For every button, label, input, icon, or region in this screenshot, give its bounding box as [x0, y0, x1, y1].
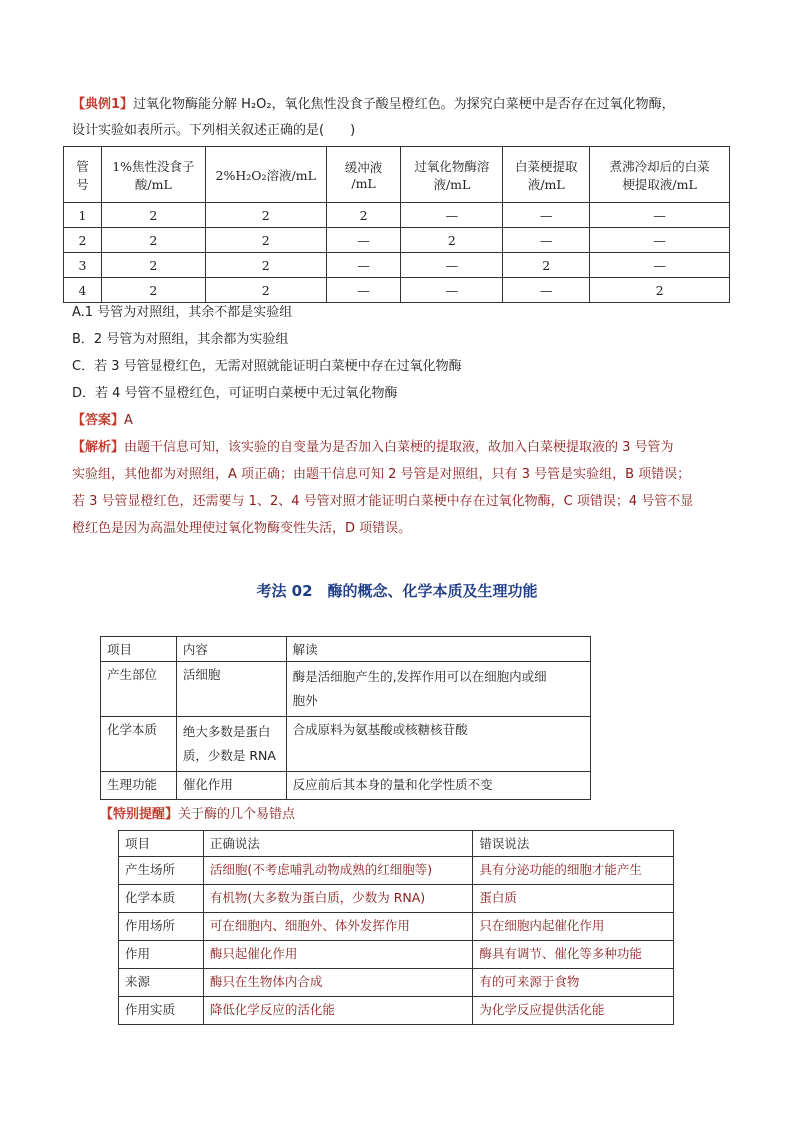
tip-line	[100, 802, 295, 828]
cell: 产生部位	[101, 662, 177, 717]
example-line-2: 设计实验如表所示。下列相关叙述正确的是( )	[72, 123, 356, 138]
enzyme-concept-table	[100, 636, 591, 800]
header-cell: 2%H₂O₂溶液/mL	[205, 147, 326, 203]
cell: 蛋白质	[473, 885, 674, 913]
cell: 2	[101, 278, 205, 303]
option-d: D．若 4 号管不显橙红色，可证明白菜梗中无过氧化物酶	[72, 386, 398, 401]
analysis-tag: 【解析】	[72, 440, 125, 455]
header-cell: 煮沸冷却后的白菜 梗提取液/mL	[590, 147, 730, 203]
enzyme-mistakes-table	[118, 830, 674, 1025]
header-cell: 内容	[176, 637, 286, 662]
option-b: B．2 号管为对照组，其余都为实验组	[72, 332, 289, 347]
table-row	[64, 228, 730, 253]
cell: 2	[205, 203, 326, 228]
table-header-row	[101, 637, 591, 662]
cell: —	[590, 203, 730, 228]
cell: 2	[101, 253, 205, 278]
cell: 可在细胞内、细胞外、体外发挥作用	[203, 913, 472, 941]
cell: 酶具有调节、催化等多种功能	[473, 941, 674, 969]
header-cell: 项目	[119, 831, 204, 857]
table-header-row	[119, 831, 674, 857]
example-tag: 【典例1】	[72, 97, 134, 112]
cell: 酶是活细胞产生的,发挥作用可以在细胞内或细 胞外	[286, 662, 590, 717]
cell: 酶只在生物体内合成	[203, 969, 472, 997]
header-cell: 正确说法	[203, 831, 472, 857]
answer-line	[72, 408, 133, 434]
table-header-row	[64, 147, 730, 203]
cell: 2	[326, 203, 401, 228]
cell: —	[401, 278, 503, 303]
table-row	[64, 278, 730, 303]
cell: 2	[101, 228, 205, 253]
table-row	[119, 969, 674, 997]
cell: 2	[590, 278, 730, 303]
table-row	[64, 203, 730, 228]
cell: 催化作用	[176, 772, 286, 800]
cell: 2	[205, 253, 326, 278]
cell: —	[401, 253, 503, 278]
table-row	[101, 772, 591, 800]
cell: 合成原料为氨基酸或核糖核苷酸	[286, 717, 590, 772]
cell: 化学本质	[101, 717, 177, 772]
experiment-table	[63, 146, 730, 303]
tip-text: 关于酶的几个易错点	[178, 807, 296, 822]
header-cell: 缓冲液 /mL	[326, 147, 401, 203]
cell: 作用场所	[119, 913, 204, 941]
cell: —	[326, 253, 401, 278]
cell: 1	[64, 203, 102, 228]
table-row	[101, 717, 591, 772]
cell: —	[326, 278, 401, 303]
section-title: 考法 02 酶的概念、化学本质及生理功能	[256, 582, 538, 600]
cell: 2	[205, 278, 326, 303]
table-row	[119, 941, 674, 969]
cell: —	[503, 228, 590, 253]
cell: 作用	[119, 941, 204, 969]
cell: —	[590, 253, 730, 278]
tip-tag: 【特别提醒】	[100, 807, 179, 822]
cell: 具有分泌功能的细胞才能产生	[473, 857, 674, 885]
cell: 2	[101, 203, 205, 228]
cell: 为化学反应提供活化能	[473, 997, 674, 1025]
option-c: C．若 3 号管显橙红色，无需对照就能证明白菜梗中存在过氧化物酶	[72, 359, 462, 374]
cell: 化学本质	[119, 885, 204, 913]
cell: 降低化学反应的活化能	[203, 997, 472, 1025]
cell: —	[401, 203, 503, 228]
table-row	[101, 662, 591, 717]
header-cell: 项目	[101, 637, 177, 662]
header-cell: 错误说法	[473, 831, 674, 857]
cell: 反应前后其本身的量和化学性质不变	[286, 772, 590, 800]
cell: 生理功能	[101, 772, 177, 800]
cell: —	[503, 278, 590, 303]
cell: 有的可来源于食物	[473, 969, 674, 997]
header-cell: 解读	[286, 637, 590, 662]
analysis-text: 由题干信息可知，该实验的自变量为是否加入白菜梗的提取液，故加入白菜梗提取液的 3 号管为	[124, 440, 674, 455]
analysis-line-3: 若 3 号管显橙红色，还需要与 1、2、4 号管对照才能证明白菜梗中存在过氧化物酶，C 项错误；4 号管不显	[72, 494, 694, 509]
option-a: A.1 号管为对照组，其余不都是实验组	[72, 305, 293, 320]
cell: 3	[64, 253, 102, 278]
cell: —	[590, 228, 730, 253]
cell: 来源	[119, 969, 204, 997]
cell: 2	[401, 228, 503, 253]
cell: 2	[64, 228, 102, 253]
cell: 4	[64, 278, 102, 303]
analysis-line-2: 实验组，其他都为对照组，A 项正确；由题干信息可知 2 号管是对照组，只有 3 号管是实验组，B 项错误；	[72, 467, 691, 482]
cell: 只在细胞内起催化作用	[473, 913, 674, 941]
cell: 2	[205, 228, 326, 253]
example-text-1: 过氧化物酶能分解 H₂O₂，氧化焦性没食子酸呈橙红色。为探究白菜梗中是否存在过氧化物酶，	[133, 97, 675, 112]
cell: —	[326, 228, 401, 253]
answer-value: A	[124, 413, 133, 428]
cell: 产生场所	[119, 857, 204, 885]
table-row	[64, 253, 730, 278]
table-row	[119, 913, 674, 941]
answer-tag: 【答案】	[72, 413, 125, 428]
analysis-line-4: 橙红色是因为高温处理使过氧化物酶变性失活，D 项错误。	[72, 521, 412, 536]
cell: 作用实质	[119, 997, 204, 1025]
example-line-1	[72, 92, 675, 118]
cell: 酶只起催化作用	[203, 941, 472, 969]
table-row	[119, 885, 674, 913]
header-cell: 管 号	[64, 147, 102, 203]
analysis-line-1	[72, 435, 674, 461]
header-cell: 白菜梗提取 液/mL	[503, 147, 590, 203]
cell: —	[503, 203, 590, 228]
table-row	[119, 997, 674, 1025]
cell: 绝大多数是蛋白 质，少数是 RNA	[176, 717, 286, 772]
header-cell: 过氧化物酶溶 液/mL	[401, 147, 503, 203]
cell: 活细胞(不考虑哺乳动物成熟的红细胞等)	[203, 857, 472, 885]
cell: 2	[503, 253, 590, 278]
table-row	[119, 857, 674, 885]
cell: 活细胞	[176, 662, 286, 717]
cell: 有机物(大多数为蛋白质，少数为 RNA)	[203, 885, 472, 913]
header-cell: 1%焦性没食子 酸/mL	[101, 147, 205, 203]
